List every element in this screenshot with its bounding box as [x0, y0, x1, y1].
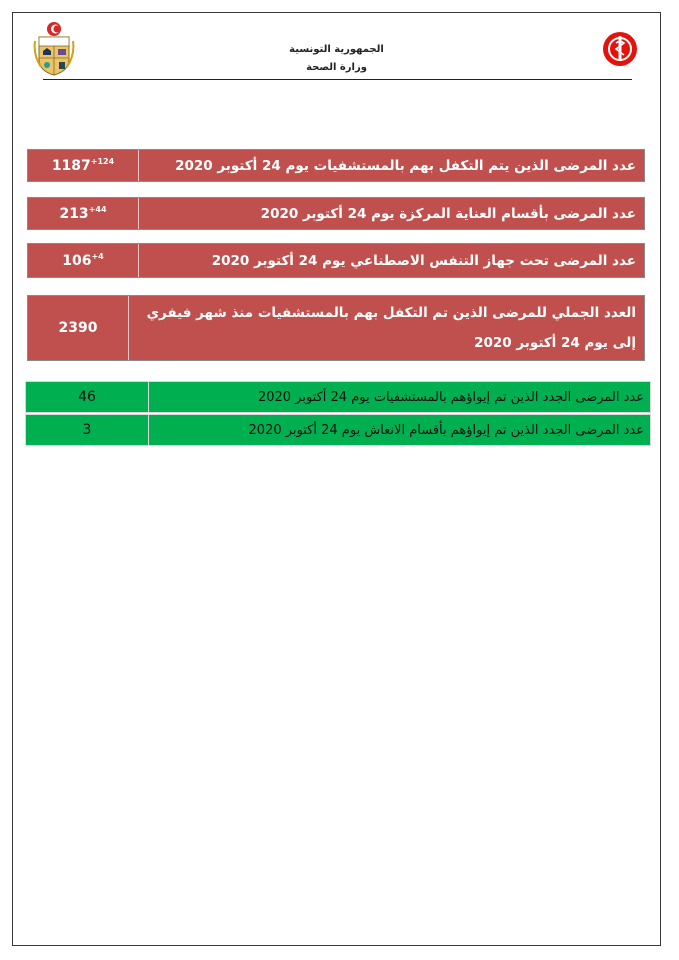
new-admissions-table [25, 381, 651, 447]
admission-value: 46 [26, 382, 149, 412]
ministry-of-health-logo-icon [602, 31, 638, 67]
ministry-name: وزارة الصحة [306, 62, 367, 73]
stat-value: 2390 [58, 320, 98, 336]
stat-delta: +44 [88, 205, 107, 214]
stat-row-ventilator [27, 243, 645, 278]
stat-label: عدد المرضى بأقسام العناية المركزة يوم 24 أكتوبر 2020 [260, 205, 636, 222]
admission-value: 3 [26, 415, 149, 445]
stat-row-total-since-february [27, 295, 645, 361]
stat-row-intensive-care [27, 197, 645, 230]
table-row [25, 381, 651, 413]
stat-value: 106 [62, 252, 92, 269]
header-divider [43, 79, 632, 80]
stat-delta: +4 [91, 252, 104, 261]
stat-value: 1187 [51, 157, 91, 174]
stat-label: عدد المرضى تحت جهاز التنفس الاصطناعي يوم 24 أكتوبر 2020 [211, 252, 636, 269]
stat-delta: +124 [90, 157, 115, 166]
country-name: الجمهورية التونسية [289, 44, 384, 55]
admission-label: عدد المرضى الجدد الذين تم إيواؤهم بأقسام الانعاش يوم 24 أكتوبر 2020 [248, 422, 644, 438]
page-header [13, 13, 660, 93]
stat-value: 213 [59, 205, 89, 222]
stat-value-cell [28, 150, 139, 181]
admission-label: عدد المرضى الجدد الذين تم إيواؤهم بالمستشفيات يوم 24 أكتوبر 2020 [257, 389, 644, 405]
header-title-block [13, 41, 660, 77]
document-page [12, 12, 661, 946]
table-row [25, 414, 651, 446]
stat-value-cell [28, 296, 129, 360]
stat-label: العدد الجملي للمرضى الذين تم التكفل بهم بالمستشفيات منذ شهر فيفري إلى يوم 24 أكتوبر 2020 [146, 305, 636, 351]
stat-value-cell [28, 198, 139, 229]
stat-row-hospitalized [27, 149, 645, 182]
stat-label: عدد المرضى الذين يتم التكفل بهم بالمستشفيات يوم 24 أكتوبر 2020 [175, 157, 636, 174]
stat-value-cell [28, 244, 139, 277]
